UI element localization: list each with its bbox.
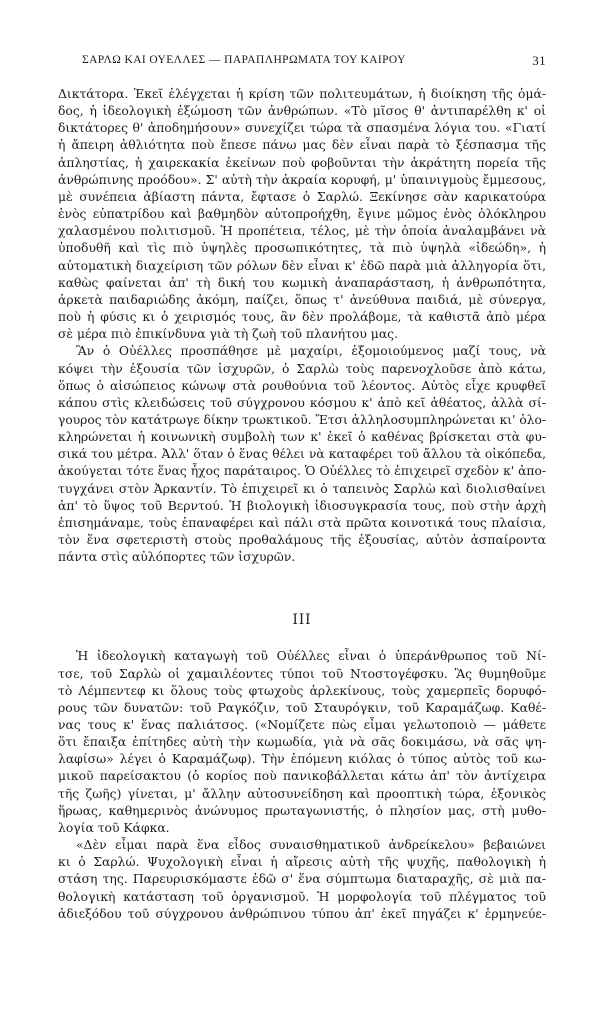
text-line: νας τους κ' ἕνας παλιάτσος. («Νομίζετε πὼς εἶμαι γελωτοποιὸ — μάθετε [58,718,546,732]
text-line: θολογικὴ κατάσταση τοῦ ὀργανισμοῦ. Ἡ μορφολογία τοῦ πλέγματος τοῦ [58,889,546,904]
text-line: ἀπ' τὸ ὕψος τοῦ Βερντού. Ἡ βιολογικὴ ἰδιοσυγκρασία τους, ποὺ στὴν ἀρχὴ [58,498,546,513]
text-line: ὅπως ὁ αἰσώπειος κώνωψ στὰ ρουθούνια τοῦ λέοντος. Αὐτὸς εἶχε κρυφθεῖ [58,378,546,393]
section-one-text [58,86,546,566]
text-line: μικοῦ παρείσακτου (ὁ κορίος ποὺ πανικοβάλλεται κάτω ἀπ' τὸν ἀντίχειρα [58,769,546,784]
text-line: «Δὲν εἶμαι παρὰ ἕνα εἶδος συναισθηματικοῦ ἀνδρείκελου» βεβαιώνει [76,838,546,853]
text-line: καθὼς φαίνεται ἀπ' τὴ δική του κωμικὴ ἀναπαράσταση, ἡ ἀνθρωπότητα, [58,275,546,290]
text-line: γουρος τὸν κατάτρωγε δίκην τρωκτικοῦ. Ἔτσι ἀλληλοσυμπληρώνεται κι' ὁλο- [58,412,546,427]
text-line: ἥρωας, καθημερινὸς ἀνώνυμος πρωταγωνιστής, ὁ πλησίον μας, στὴ μυθο- [58,803,546,818]
text-line: τὸ Λέμπεντεφ κι ὅλους τοὺς φτωχοὺς ἀρλεκίνους, τοὺς χαμερπεῖς δορυφό- [58,683,546,698]
text-line: χαλασμένου πολιτισμοῦ. Ἡ προπέτεια, τέλος, μὲ τὴν ὁποία ἀναλαμβάνει νὰ [58,224,546,239]
text-line: ἀρκετὰ παιδαριώδης ἀκόμη, παίζει, ὅπως τ' ἀνεύθυνα παιδιά, μὲ σύνεργα, [58,292,546,307]
running-title: ΣΑΡΛΩ ΚΑΙ ΟΥΕΛΛΕΣ — ΠΑΡΑΠΛΗΡΩΜΑΤΑ ΤΟΥ ΚΑΙΡΟΥ [82,54,406,66]
text-line: ὑποδυθῆ καὶ τὶς πιὸ ὑψηλὲς προσωπικότητες, τὰ πιὸ ὑψηλὰ «ἰδεώδη», ἡ [58,241,546,256]
text-line: σικά του μέτρα. Ἀλλ' ὅταν ὁ ἕνας θέλει νὰ καταφέρει τοῦ ἄλλου τὰ οἰκόπεδα, [58,447,546,462]
text-line: τὸν ἕνα σφετεριστὴ στοὺς προθαλάμους τῆς ἐξουσίας, αὐτὸν ἀσπαίροντα [58,533,546,548]
text-line: τυγχάνει στὸν Ἀρκαντίν. Τὸ ἐπιχειρεῖ κι ὁ ταπεινὸς Σαρλὼ καὶ διολισθαίνει [58,481,546,496]
text-line: Δικτάτορα. Ἐκεῖ ἐλέγχεται ἡ κρίση τῶν πολιτευμάτων, ἡ διοίκηση τῆς ὁμά- [58,87,546,101]
text-line: λαφίσω» λέγει ὁ Καραμάζωφ). Τὴν ἑπόμενη κιόλας ὁ τύπος αὐτὸς τοῦ κω- [58,752,546,767]
text-line: ρους τῶν δυνατῶν: τοῦ Ραγκόζιν, τοῦ Σταυρόγκιν, τοῦ Καραμάζωφ. Καθέ- [58,700,546,715]
text-line: δικτάτορες θ' ἀποδημήσουν» συνεχίζει τώρα τὰ σπασμένα λόγια του. «Γιατί [58,121,546,136]
text-line: ἀκούγεται τότε ἕνας ἦχος παράταιρος. Ὁ Οὐέλλες τὸ ἐπιχειρεῖ σχεδὸν κ' ἀπο- [58,464,546,479]
text-line: ἐπισημάναμε, τοὺς ἐπαναφέρει καὶ πάλι στὰ πρῶτα κοινοτικά τους πλαίσια, [58,515,546,530]
text-line: ἑνὸς εὐπατρίδου καὶ βαθμηδὸν αὐτοπροήχθη, ἔγινε μῶμος ἑνὸς ὁλόκληρου [58,207,546,222]
text-line: τσε, τοῦ Σαρλὼ οἱ χαμαιλέοντες τύποι τοῦ Ντοστογέφσκυ. Ἂς θυμηθοῦμε [58,666,546,681]
text-line: κληρώνεται ἡ κοινωνικὴ συμβολὴ των κ' ἐκεῖ ὁ καθένας βρίσκεται στὰ φυ- [58,430,546,445]
text-line: ἀδιεξόδου τοῦ σύγχρονου ἀνθρώπινου τύπου ἀπ' ἐκεῖ πηγάζει κ' ἑρμηνεύε- [58,906,546,921]
text-line: Ἂν ὁ Οὐέλλες προσπάθησε μὲ μαχαίρι, ἐξομοιούμενος μαζί τους, νὰ [76,344,546,359]
text-line: ὅτι ἔπαιξα ἐπίτηδες αὐτὴ τὴν κωμωδία, γιὰ νὰ σᾶς δοκιμάσω, νὰ σᾶς ψη- [58,735,546,750]
text-line: στάση της. Παρευρισκόμαστε ἐδῶ σ' ἕνα σύμπτωμα διαταραχῆς, σὲ μιὰ πα- [58,872,546,887]
book-page [58,50,546,923]
page-number: 31 [532,53,546,68]
text-line: ἡ ἄπειρη ἀθλιότητα ποὺ ἔπεσε πάνω μας δὲν εἶναι παρὰ τὸ ξέσπασμα τῆς [58,138,546,153]
text-line: σὲ μέρα πιὸ ἐπικίνδυνα γιὰ τὴ ζωὴ τοῦ πλανήτου μας. [58,327,398,342]
text-line: κόψει τὴν ἐξουσία τῶν ἰσχυρῶν, ὁ Σαρλὼ τοὺς παρενοχλοῦσε ἀπὸ κάτω, [58,361,546,376]
text-line: λογία τοῦ Κάφκα. [58,820,170,835]
text-line: αὐτοματικὴ διαχείριση τῶν ρόλων δὲν εἶναι κ' ἐδῶ παρὰ μιὰ ἀλληγορία ὅτι, [58,258,546,273]
text-line: κάπου στὶς κλειδώσεις τοῦ σύγχρονου κόσμου κ' ἀπὸ κεῖ ἀθέατος, ἀλλὰ σί- [58,395,546,410]
text-line: τῆς ζωῆς) γίνεται, μ' ἄλλην αὐτοσυνείδηση καὶ προοπτικὴ τώρα, ἐξονικὸς [58,786,546,801]
text-line: Ἡ ἰδεολογικὴ καταγωγὴ τοῦ Οὐέλλες εἶναι ὁ ὑπεράνθρωπος τοῦ Νί- [76,649,546,664]
running-header [58,50,546,72]
text-line: δος, ἡ ἰδεολογικὴ ἐξώμοση τῶν ἀνθρώπων. «Τὸ μῖσος θ' ἀντιπαρέλθη κ' οἱ [58,104,546,119]
text-line: μὲ συνέπεια ἀβίαστη πάντα, ἔφτασε ὁ Σαρλώ. Ξεκίνησε σὰν καρικατούρα [58,189,546,204]
section-three-text [58,648,546,923]
section-heading: III [292,612,312,629]
text-line: ἀνθρώπινης προόδου». Σ' αὐτὴ τὴν ἀκραία κορυφή, μ' ὑπαινιγμοὺς ἔμμεσους, [58,172,546,187]
text-line: ἀπληστίας, ἡ χαιρεκακία ἐκείνων ποὺ φοβοῦνται τὴν ἀκράτητη πορεία τῆς [58,155,546,170]
text-line: ποὺ ἡ φύσις κι ὁ χειρισμός τους, ἂν δὲν προλάβομε, τὰ καθιστᾶ ἀπὸ μέρα [58,310,546,325]
text-line: πάντα στὶς αὐλόπορτες τῶν ἰσχυρῶν. [58,550,296,565]
text-line: κι ὁ Σαρλώ. Ψυχολογικὴ εἶναι ἡ αἴρεσις αὐτὴ τῆς ψυχῆς, παθολογικὴ ἡ [58,855,546,870]
